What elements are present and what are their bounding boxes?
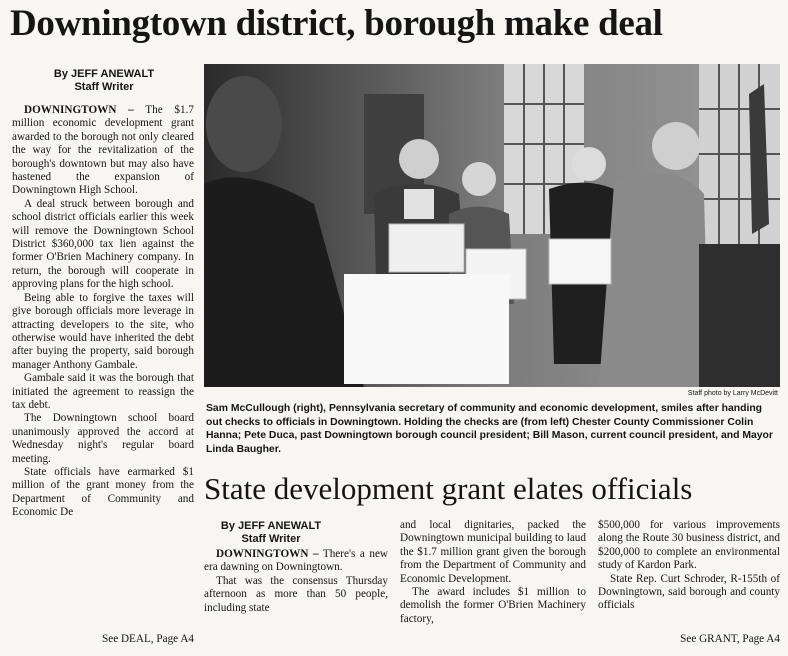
paragraph: State Rep. Curt Schroder, R-155th of Downingtown, said borough and county officials [598,572,780,612]
paragraph: Gambale said it was the borough that initiated the agreement to reassign the tax debt. [12,372,194,411]
paragraph: $500,000 for various improvements along the Route 30 business district, and $200,000 to complete an environmental study of Kardon Park. [598,519,780,572]
photo-credit: Staff photo by Larry McDevitt [687,390,778,397]
paragraph: Being able to forgive the taxes will give borough officials more leverage in attracting developers to the site, who otherwise would have inherited the debt after buying the property, said borough manager Anthony Gambale. [12,291,194,371]
byline-title: Staff Writer [74,81,134,93]
jump-link[interactable]: See GRANT, Page A4 [680,633,780,645]
byline-name: By JEFF ANEWALT [220,520,322,532]
byline-name: By JEFF ANEWALT [53,68,155,80]
paragraph: The award includes $1 million to demolish the former O'Brien Machinery factory, [400,586,586,625]
paragraph: A deal struck between borough and school district officials earlier this week will remove the Downingtown School District $360,000 tax lien against the former O'Brien Machinery company. In return, the borough will cooperate in approving plans for the high school. [12,197,194,291]
photo-caption: Sam McCullough (right), Pennsylvania secretary of community and economic development, smiles after handing out checks to officials in Downingtown. Holding the checks are (from left) Chester County Commissioner Colin Hanna; Pete Duca, past Downingtown borough council president; Bill Mason, current council president, and Mayor Linda Baugher. [206,403,773,455]
paragraph: State officials have earmarked $1 million of the grant money from the Department of Community and Economic De [12,465,194,519]
dateline: DOWNINGTOWN – [24,104,134,116]
article-body [12,104,194,520]
byline-title: Staff Writer [241,533,301,545]
paragraph: That was the consensus Thursday afternoon as more than 50 people, including state [204,574,388,614]
photo-illustration [204,64,780,387]
paragraph: and local dignitaries, packed the Downingtown municipal building to laud the $1.7 million grant given the borough from the Department of Community and Economic Development. [400,519,586,585]
paragraph: DOWNINGTOWN – There's a new era dawning on Downingtown. [204,548,388,574]
article-body [204,548,388,615]
paragraph: The Downingtown school board unanimously approved the accord at Wednesday night's regular board meeting. [12,412,194,465]
news-photo [204,64,780,387]
article-byline [206,520,336,546]
jump-link[interactable]: See DEAL, Page A4 [102,633,194,645]
paragraph: DOWNINGTOWN – The $1.7 million economic development grant awarded to the borough not only cleared the way for the revitalization of the borough's downtown but may also have hastened the expansion of Downingtown High School. [12,104,194,197]
article-headline: Downingtown district, borough make deal [10,3,663,44]
article-body [598,519,780,613]
dateline: DOWNINGTOWN – [216,548,319,560]
article-body [400,519,586,626]
article-headline: State development grant elates officials [204,471,693,506]
article-byline [14,68,194,94]
